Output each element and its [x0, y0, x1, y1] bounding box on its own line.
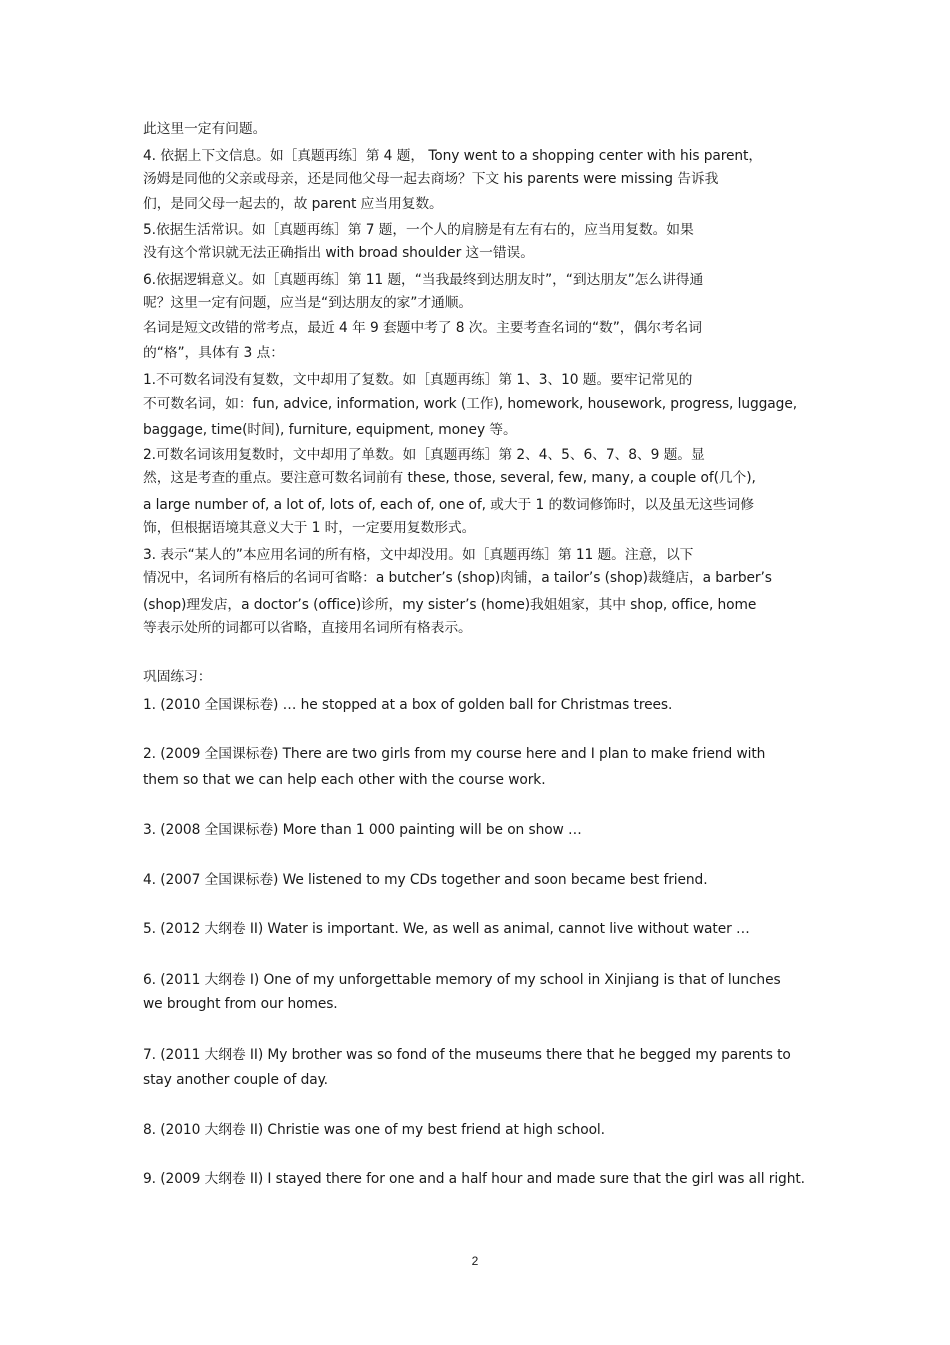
- practice-item: 7. (2011 大纲卷 II) My brother was so fond of the museums there that he begged my parents to: [143, 1047, 791, 1063]
- body-line: 然，这是考查的重点。要注意可数名词前有 these, those, several, few, many, a couple of(几个),: [143, 470, 756, 486]
- practice-item: them so that we can help each other with the course work.: [143, 772, 546, 788]
- body-line: 情况中，名词所有格后的名词可省略：a butcher’s (shop)肉铺，a tailor’s (shop)裁缝店，a barber’s: [143, 570, 772, 586]
- practice-item: 4. (2007 全国课标卷) We listened to my CDs together and soon became best friend.: [143, 872, 708, 888]
- body-line: 呢？这里一定有问题，应当是“到达朋友的家”才通顺。: [143, 295, 473, 311]
- body-line: 5.依据生活常识。如［真题再练］第 7 题，一个人的肩膀是有左有右的，应当用复数。如果: [143, 222, 694, 238]
- body-line: 的“格”，具体有 3 点：: [143, 345, 284, 361]
- practice-item: 8. (2010 大纲卷 II) Christie was one of my best friend at high school.: [143, 1122, 605, 1138]
- body-line: 4. 依据上下文信息。如［真题再练］第 4 题， Tony went to a shopping center with his parent，: [143, 148, 763, 164]
- practice-item: we brought from our homes.: [143, 996, 338, 1012]
- practice-item: 5. (2012 大纲卷 II) Water is important. We, as well as animal, cannot live without water …: [143, 921, 750, 937]
- body-line: 此这里一定有问题。: [143, 121, 267, 137]
- body-line: 1.不可数名词没有复数，文中却用了复数。如［真题再练］第 1、3、10 题。要牢记常见的: [143, 372, 693, 388]
- body-line: 饰，但根据语境其意义大于 1 时，一定要用复数形式。: [143, 520, 476, 536]
- practice-item: 3. (2008 全国课标卷) More than 1 000 painting will be on show …: [143, 822, 582, 838]
- practice-item: 6. (2011 大纲卷 I) One of my unforgettable memory of my school in Xinjiang is that of lunches: [143, 972, 781, 988]
- practice-item: 9. (2009 大纲卷 II) I stayed there for one and a half hour and made sure that the girl was all right.: [143, 1171, 805, 1187]
- body-line: 汤姆是同他的父亲或母亲，还是同他父母一起去商场？下文 his parents were missing 告诉我: [143, 171, 719, 187]
- body-line: a large number of, a lot of, lots of, each of, one of, 或大于 1 的数词修饰时，以及虽无这些词修: [143, 497, 754, 513]
- page-number: 2: [471, 1254, 479, 1268]
- practice-item: stay another couple of day.: [143, 1072, 328, 1088]
- body-line: 2.可数名词该用复数时，文中却用了单数。如［真题再练］第 2、4、5、6、7、8、9 题。显: [143, 447, 705, 463]
- body-line: 名词是短文改错的常考点，最近 4 年 9 套题中考了 8 次。主要考查名词的“数”，偶尔考名词: [143, 320, 702, 336]
- body-line: 等表示处所的词都可以省略，直接用名词所有格表示。: [143, 620, 472, 636]
- body-line: (shop)理发店，a doctor’s (office)诊所，my sister’s (home)我姐姐家，其中 shop, office, home: [143, 597, 757, 613]
- body-line: baggage, time(时间), furniture, equipment, money 等。: [143, 422, 517, 438]
- practice-heading: 巩固练习：: [143, 669, 212, 685]
- practice-item: 2. (2009 全国课标卷) There are two girls from my course here and I plan to make friend with: [143, 746, 766, 762]
- body-line: 们，是同父母一起去的，故 parent 应当用复数。: [143, 196, 443, 212]
- body-line: 3. 表示“某人的”本应用名词的所有格，文中却没用。如［真题再练］第 11 题。注意，以下: [143, 547, 694, 563]
- body-line: 6.依据逻辑意义。如［真题再练］第 11 题，“当我最终到达朋友时”，“到达朋友”怎么讲得通: [143, 272, 704, 288]
- practice-item: 1. (2010 全国课标卷) … he stopped at a box of golden ball for Christmas trees.: [143, 697, 673, 713]
- body-line: 没有这个常识就无法正确指出 with broad shoulder 这一错误。: [143, 245, 534, 261]
- body-line: 不可数名词，如：fun, advice, information, work (工作), homework, housework, progress, luggage,: [143, 396, 797, 412]
